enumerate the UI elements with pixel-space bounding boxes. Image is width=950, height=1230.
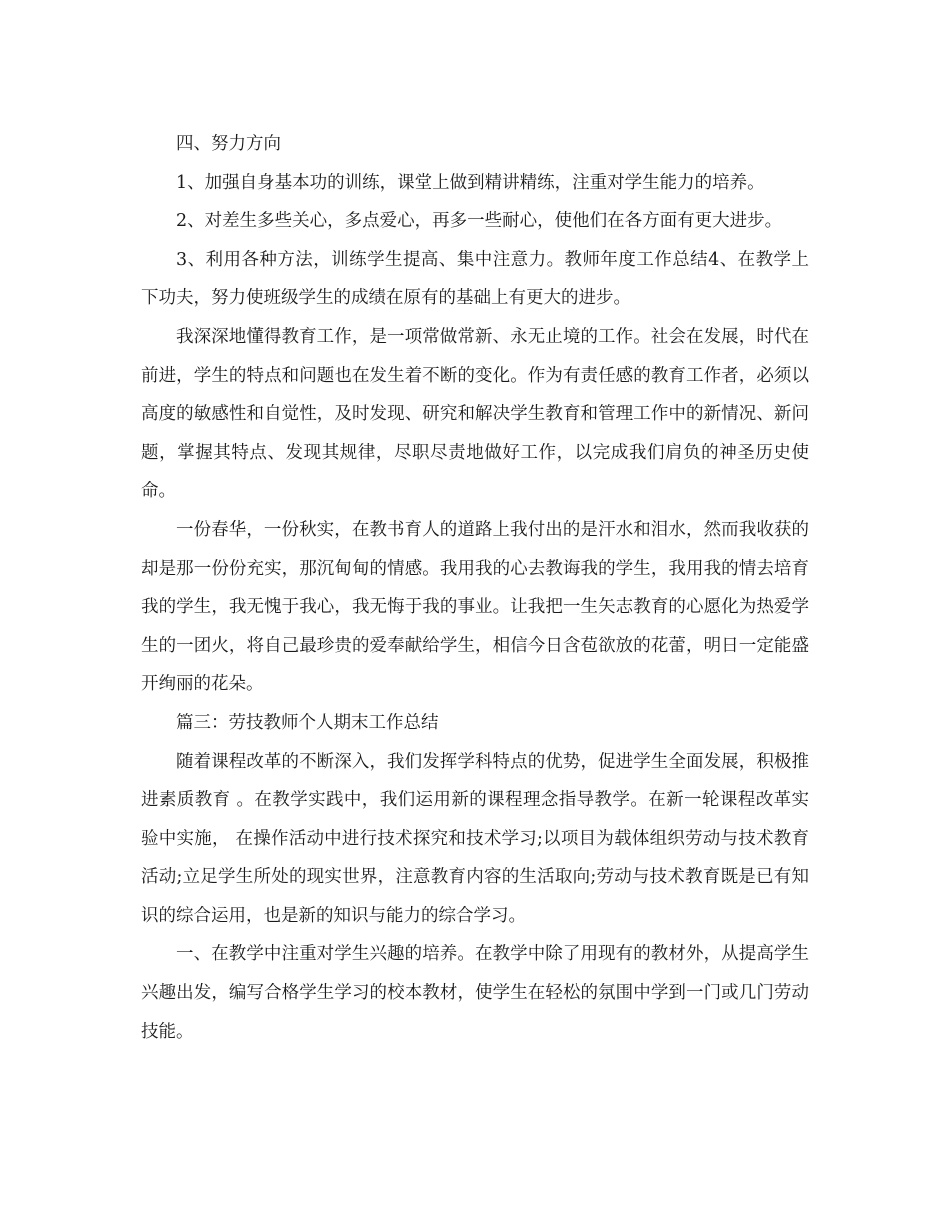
list-item-2: 2、对差生多些关心，多点爱心，再多一些耐心，使他们在各方面有更大进步。 (176, 211, 783, 232)
section-heading-part3: 篇三：劳技教师个人期末工作总结 (176, 712, 439, 733)
body-paragraph-spring: 一份春华，一份秋实，在教书育人的道路上我付出的是汗水和泪水，然而我收获的却是那一份份充实，那沉甸甸的情感。我用我的心去教诲我的学生，我用我的情去培育我的学生，我无愧于我心，我无悔于我的事业。让我把一生矢志教育的心愿化为热爱学生的一团火，将自己最珍贵的爱奉献给学生，相信今日含苞欲放的花蕾，明日一定能盛开绚丽的花朵。 (141, 519, 809, 695)
body-paragraph-curriculum: 随着课程改革的不断深入，我们发挥学科特点的优势，促进学生全面发展，积极推进素质教育 。在教学实践中，我们运用新的课程理念指导教学。在新一轮课程改革实验中实施， 在操作活动中进行技术探究和技术学习;以项目为载体组织劳动与技术教育活动;立足学生所处的现实世界，注意教育内容的生活取向;劳动与技术教育既是已有知识的综合运用，也是新的知识与能力的综合学习。 (141, 751, 809, 926)
list-item-1: 1、加强自身基本功的训练，课堂上做到精讲精练，注重对学生能力的培养。 (176, 172, 765, 193)
body-paragraph-interest: 一、在教学中注重对学生兴趣的培养。在教学中除了用现有的教材外，从提高学生兴趣出发，编写合格学生学习的校本教材，使学生在轻松的氛围中学到一门或几门劳动技能。 (141, 944, 809, 1042)
list-item-3: 3、利用各种方法，训练学生提高、集中注意力。教师年度工作总结4、在教学上下功夫，努力使班级学生的成绩在原有的基础上有更大的进步。 (141, 249, 809, 309)
body-paragraph-education: 我深深地懂得教育工作，是一项常做常新、永无止境的工作。社会在发展，时代在前进，学生的特点和问题也在发生着不断的变化。作为有责任感的教育工作者，必须以高度的敏感性和自觉性，及时发现、研究和解决学生教育和管理工作中的新情况、新问题，掌握其特点、发现其规律，尽职尽责地做好工作，以完成我们肩负的神圣历史使命。 (141, 326, 809, 502)
section-heading-direction: 四、努力方向 (176, 134, 281, 154)
